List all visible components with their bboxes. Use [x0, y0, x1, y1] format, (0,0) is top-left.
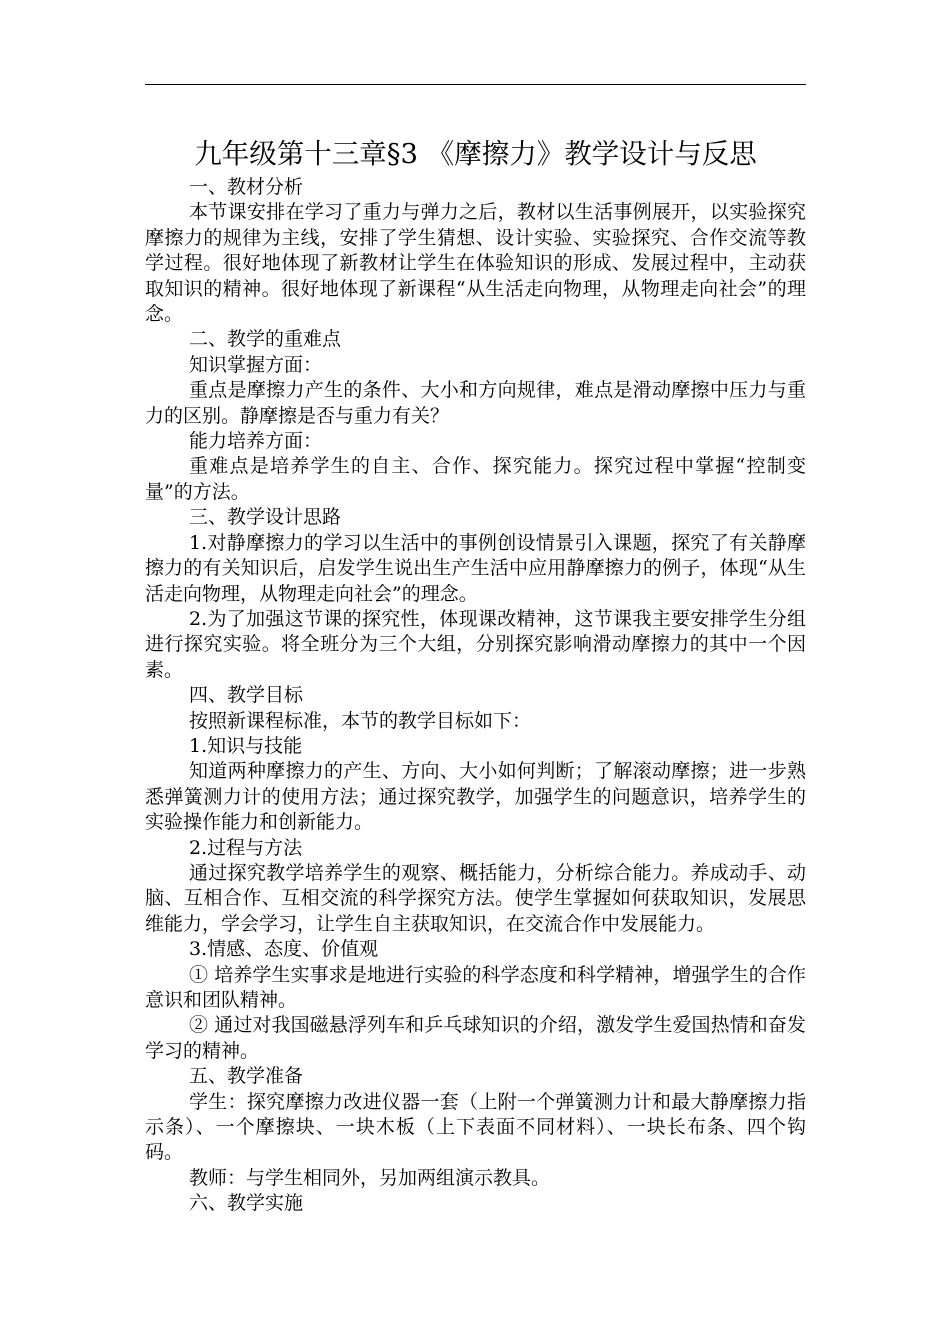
section-heading: 三、教学设计思路: [189, 506, 342, 529]
sub-heading: 能力培养方面：: [189, 430, 323, 453]
sub-heading: 2.过程与方法: [189, 836, 303, 859]
body-paragraph: ① 培养学生实事求是地进行实验的科学态度和科学精神，增强学生的合作意识和团队精神。: [145, 963, 806, 1011]
body-paragraph: ② 通过对我国磁悬浮列车和乒乓球知识的介绍，激发学生爱国热情和奋发学习的精神。: [145, 1014, 806, 1062]
header-rule: [145, 84, 806, 85]
sub-heading: 知识掌握方面：: [189, 353, 323, 376]
body-paragraph: 知道两种摩擦力的产生、方向、大小如何判断；了解滚动摩擦；进一步熟悉弹簧测力计的使用方法；通过探究教学，加强学生的问题意识，培养学生的实验操作能力和创新能力。: [145, 760, 806, 834]
body-paragraph: 学生：探究摩擦力改进仪器一套（上附一个弹簧测力计和最大静摩擦力指示条）、一个摩擦块、一块木板（上下表面不同材料）、一块长布条、四个钩码。: [145, 1090, 806, 1164]
body-paragraph: 通过探究教学培养学生的观察、概括能力，分析综合能力。养成动手、动脑、互相合作、互相交流的科学探究方法。使学生掌握如何获取知识，发展思维能力，学会学习，让学生自主获取知识，在交流合作中发展能力。: [145, 861, 806, 935]
document-title: 九年级第十三章§3 《摩擦力》教学设计与反思: [194, 138, 757, 170]
section-heading: 六、教学实施: [189, 1192, 304, 1215]
document-body: [145, 175, 806, 1217]
body-paragraph: 重点是摩擦力产生的条件、大小和方向规律，难点是滑动摩擦中压力与重力的区别。静摩擦是否与重力有关？: [145, 379, 806, 427]
body-paragraph: 按照新课程标准，本节的教学目标如下：: [189, 709, 532, 732]
section-heading: 一、教材分析: [189, 176, 304, 198]
body-paragraph: 2.为了加强这节课的探究性，体现课改精神，这节课我主要安排学生分组进行探究实验。将全班分为三个大组，分别探究影响滑动摩擦力的其中一个因素。: [145, 607, 806, 681]
sub-heading: 1.知识与技能: [189, 734, 303, 757]
body-paragraph: 1.对静摩擦力的学习以生活中的事例创设情景引入课题，探究了有关静摩擦力的有关知识后，启发学生说出生产生活中应用静摩擦力的例子，体现“从生活走向物理，从物理走向社会”的理念。: [145, 531, 806, 605]
body-paragraph: 本节课安排在学习了重力与弹力之后，教材以生活事例展开，以实验探究摩擦力的规律为主线，安排了学生猜想、设计实验、实验探究、合作交流等教学过程。很好地体现了新教材让学生在体验知识的形成、发展过程中，主动获取知识的精神。很好地体现了新课程“从生活走向物理，从物理走向社会”的理念。: [145, 201, 806, 326]
body-paragraph: 教师：与学生相同外，另加两组演示教具。: [189, 1166, 551, 1189]
section-heading: 五、教学准备: [189, 1065, 304, 1088]
section-heading: 二、教学的重难点: [189, 328, 342, 351]
sub-heading: 3.情感、态度、价值观: [189, 938, 379, 961]
section-heading: 四、教学目标: [189, 684, 304, 707]
body-paragraph: 重难点是培养学生的自主、合作、探究能力。探究过程中掌握“控制变量”的方法。: [145, 455, 806, 503]
